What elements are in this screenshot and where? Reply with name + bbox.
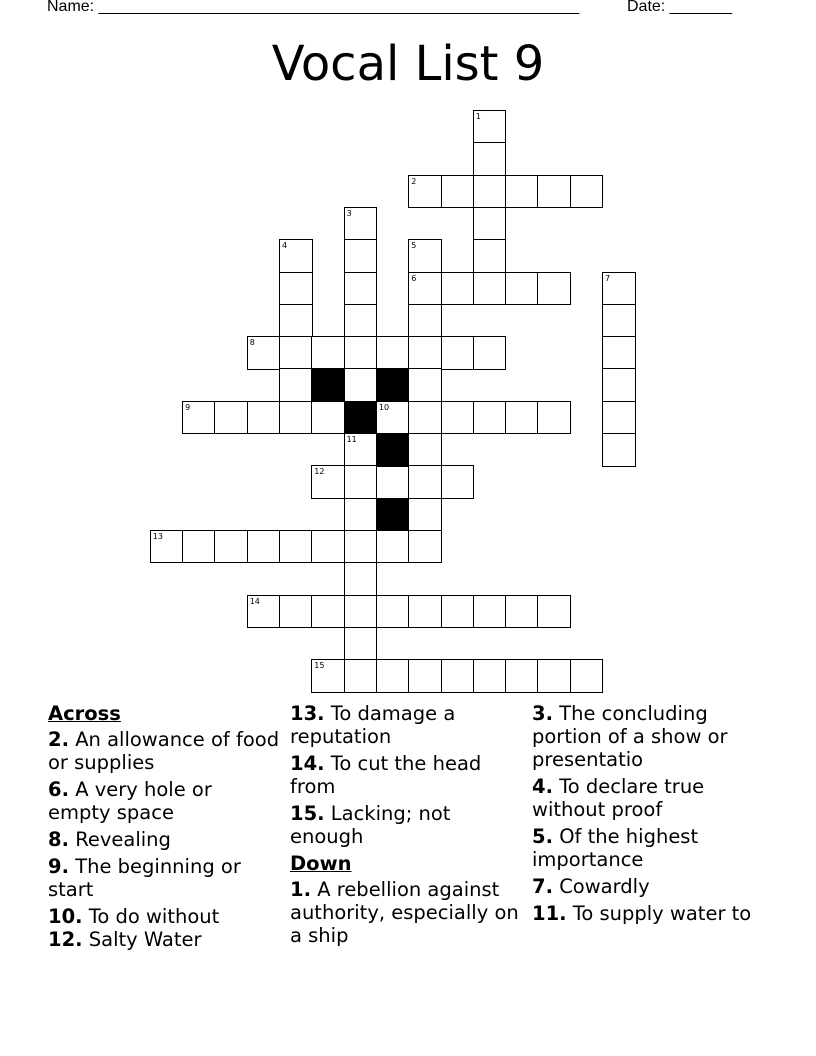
grid-cell[interactable] [537, 175, 571, 209]
clue-across-13 [290, 702, 522, 748]
clue-text: The concluding portion of a show or presentatio [532, 702, 728, 771]
grid-cell[interactable] [376, 530, 410, 564]
clue-text: Of the highest importance [532, 825, 699, 871]
grid-cell[interactable] [602, 336, 636, 370]
clue-number-label: 1 [475, 112, 481, 121]
clue-number-label: 10 [378, 402, 390, 412]
grid-cell[interactable] [473, 110, 507, 144]
clue-number: 6. [48, 778, 69, 801]
black-square [344, 401, 378, 435]
clue-text: Cowardly [559, 875, 650, 898]
grid-cell[interactable] [602, 401, 636, 435]
grid-cell[interactable] [473, 595, 507, 629]
grid-cell[interactable] [279, 239, 313, 273]
grid-cell[interactable] [537, 659, 571, 693]
grid-cell[interactable] [344, 562, 378, 596]
grid-cell[interactable] [441, 401, 475, 435]
grid-cell[interactable] [247, 336, 281, 370]
grid-cell[interactable] [311, 595, 345, 629]
grid-cell[interactable] [279, 401, 313, 435]
clue-text: An allowance of food or supplies [48, 728, 280, 774]
clue-number: 5. [532, 825, 553, 848]
clue-text: A very hole or empty space [48, 778, 212, 824]
clue-across-10 [48, 905, 280, 928]
clue-number-label: 15 [314, 661, 325, 671]
grid-cell[interactable] [505, 175, 539, 209]
grid-cell[interactable] [441, 272, 475, 306]
clue-number-label: 4 [282, 241, 288, 251]
black-square [376, 368, 410, 402]
clue-number-label: 3 [346, 208, 352, 218]
grid-cell[interactable] [602, 368, 636, 402]
grid-cell[interactable] [279, 336, 313, 370]
grid-cell[interactable] [247, 401, 281, 435]
clue-number-label: 13 [152, 531, 163, 541]
grid-cell[interactable] [537, 595, 571, 629]
grid-cell[interactable] [602, 433, 636, 467]
grid-cell[interactable] [214, 530, 248, 564]
clue-down-3 [532, 702, 764, 771]
grid-cell[interactable] [408, 595, 442, 629]
grid-cell[interactable] [344, 239, 378, 273]
grid-cell[interactable] [441, 465, 475, 499]
grid-cell[interactable] [408, 368, 442, 402]
grid-cell[interactable] [537, 272, 571, 306]
clue-text: To declare true without proof [532, 775, 705, 821]
clue-across-8 [48, 828, 280, 851]
grid-cell[interactable] [247, 530, 281, 564]
grid-cell[interactable] [537, 401, 571, 435]
grid-cell[interactable] [602, 272, 636, 306]
clue-number-label: 14 [249, 596, 260, 606]
grid-cell[interactable] [408, 175, 442, 209]
clue-number: 4. [532, 775, 553, 798]
grid-cell[interactable] [279, 272, 313, 306]
grid-cell[interactable] [408, 530, 442, 564]
grid-cell[interactable] [311, 401, 345, 435]
clue-text: Salty Water [88, 928, 202, 951]
across-heading: Across [48, 702, 121, 725]
grid-cell[interactable] [279, 304, 313, 338]
clue-down-1 [290, 878, 522, 947]
clue-text: A rebellion against authority, especially on a ship [290, 878, 519, 947]
grid-cell[interactable] [408, 239, 442, 273]
clue-down-11 [532, 902, 764, 925]
grid-cell[interactable] [344, 272, 378, 306]
black-square [376, 498, 410, 532]
grid-cell[interactable] [376, 595, 410, 629]
clue-text: Revealing [75, 828, 171, 851]
clue-text: To cut the head from [290, 752, 482, 798]
grid-cell[interactable] [473, 272, 507, 306]
grid-cell[interactable] [376, 659, 410, 693]
grid-cell[interactable] [150, 530, 184, 564]
grid-cell[interactable] [570, 659, 604, 693]
black-square [311, 368, 345, 402]
clue-column-3 [532, 702, 764, 929]
grid-cell[interactable] [376, 336, 410, 370]
grid-cell[interactable] [505, 272, 539, 306]
grid-cell[interactable] [441, 659, 475, 693]
clue-text: To damage a reputation [290, 702, 456, 748]
clue-number-label: 9 [185, 402, 191, 412]
grid-cell[interactable] [505, 595, 539, 629]
grid-cell[interactable] [344, 433, 378, 467]
clue-number: 10. [48, 905, 83, 928]
clue-across-9 [48, 855, 280, 901]
grid-cell[interactable] [279, 530, 313, 564]
grid-cell[interactable] [473, 336, 507, 370]
grid-cell[interactable] [408, 272, 442, 306]
grid-cell[interactable] [441, 595, 475, 629]
clue-number: 15. [290, 802, 325, 825]
grid-cell[interactable] [408, 465, 442, 499]
clue-number-label: 7 [605, 273, 611, 283]
clue-number-label: 11 [346, 435, 357, 444]
clue-number: 14. [290, 752, 325, 775]
clue-down-7 [532, 875, 764, 898]
down-heading: Down [290, 852, 352, 875]
grid-cell[interactable] [473, 142, 507, 176]
grid-cell[interactable] [344, 368, 378, 402]
clue-text: The beginning or start [48, 855, 241, 901]
clue-number-label: 5 [411, 241, 417, 251]
grid-cell[interactable] [376, 401, 410, 435]
clue-across-6 [48, 778, 280, 824]
black-square [376, 433, 410, 467]
grid-cell[interactable] [505, 659, 539, 693]
grid-cell[interactable] [473, 175, 507, 209]
clue-text: To supply water to [572, 902, 752, 925]
grid-cell[interactable] [344, 207, 378, 241]
grid-cell[interactable] [182, 401, 216, 435]
grid-cell[interactable] [408, 304, 442, 338]
clue-number-label: 8 [249, 338, 255, 348]
grid-cell[interactable] [311, 659, 345, 693]
grid-cell[interactable] [344, 659, 378, 693]
grid-cell[interactable] [376, 465, 410, 499]
grid-cell[interactable] [279, 368, 313, 402]
clue-number-label: 6 [411, 273, 417, 283]
page-title: Vocal List 9 [271, 36, 545, 92]
grid-cell[interactable] [344, 627, 378, 661]
grid-cell[interactable] [344, 336, 378, 370]
grid-cell[interactable] [408, 401, 442, 435]
clue-number: 9. [48, 855, 69, 878]
clue-number-label: 12 [314, 467, 325, 477]
grid-cell[interactable] [344, 304, 378, 338]
name-field-label: Name: ______________________________________________________ [47, 0, 580, 15]
grid-cell[interactable] [344, 465, 378, 499]
clue-number-label: 2 [411, 176, 417, 186]
grid-cell[interactable] [279, 595, 313, 629]
grid-cell[interactable] [441, 336, 475, 370]
clue-number: 1. [290, 878, 311, 901]
grid-cell[interactable] [182, 530, 216, 564]
clue-across-15 [290, 802, 522, 848]
clue-across-14 [290, 752, 522, 798]
grid-cell[interactable] [505, 401, 539, 435]
date-field-label: Date: _______ [627, 0, 732, 15]
clue-number: 3. [532, 702, 553, 725]
grid-cell[interactable] [408, 433, 442, 467]
grid-cell[interactable] [214, 401, 248, 435]
grid-cell[interactable] [473, 401, 507, 435]
grid-cell[interactable] [441, 175, 475, 209]
clue-text: Lacking; not enough [290, 802, 451, 848]
grid-cell[interactable] [344, 530, 378, 564]
clue-number: 7. [532, 875, 553, 898]
grid-cell[interactable] [344, 595, 378, 629]
grid-cell[interactable] [408, 659, 442, 693]
grid-cell[interactable] [311, 530, 345, 564]
grid-cell[interactable] [311, 336, 345, 370]
clue-number: 13. [290, 702, 325, 725]
grid-cell[interactable] [473, 207, 507, 241]
grid-cell[interactable] [473, 659, 507, 693]
clue-across-12 [48, 928, 280, 951]
clue-down-4 [532, 775, 764, 821]
clue-number: 11. [532, 902, 567, 925]
clue-column-2 [290, 702, 522, 951]
clue-number: 8. [48, 828, 69, 851]
grid-cell[interactable] [247, 595, 281, 629]
grid-cell[interactable] [602, 304, 636, 338]
clue-across-2 [48, 728, 280, 774]
grid-cell[interactable] [408, 336, 442, 370]
clue-down-5 [532, 825, 764, 871]
clue-column-1 [48, 702, 280, 955]
grid-cell[interactable] [473, 239, 507, 273]
grid-cell[interactable] [570, 175, 604, 209]
clue-number: 2. [48, 728, 69, 751]
grid-cell[interactable] [344, 498, 378, 532]
clue-text: To do without [88, 905, 220, 928]
grid-cell[interactable] [408, 498, 442, 532]
clue-number: 12. [48, 928, 83, 951]
grid-cell[interactable] [311, 465, 345, 499]
